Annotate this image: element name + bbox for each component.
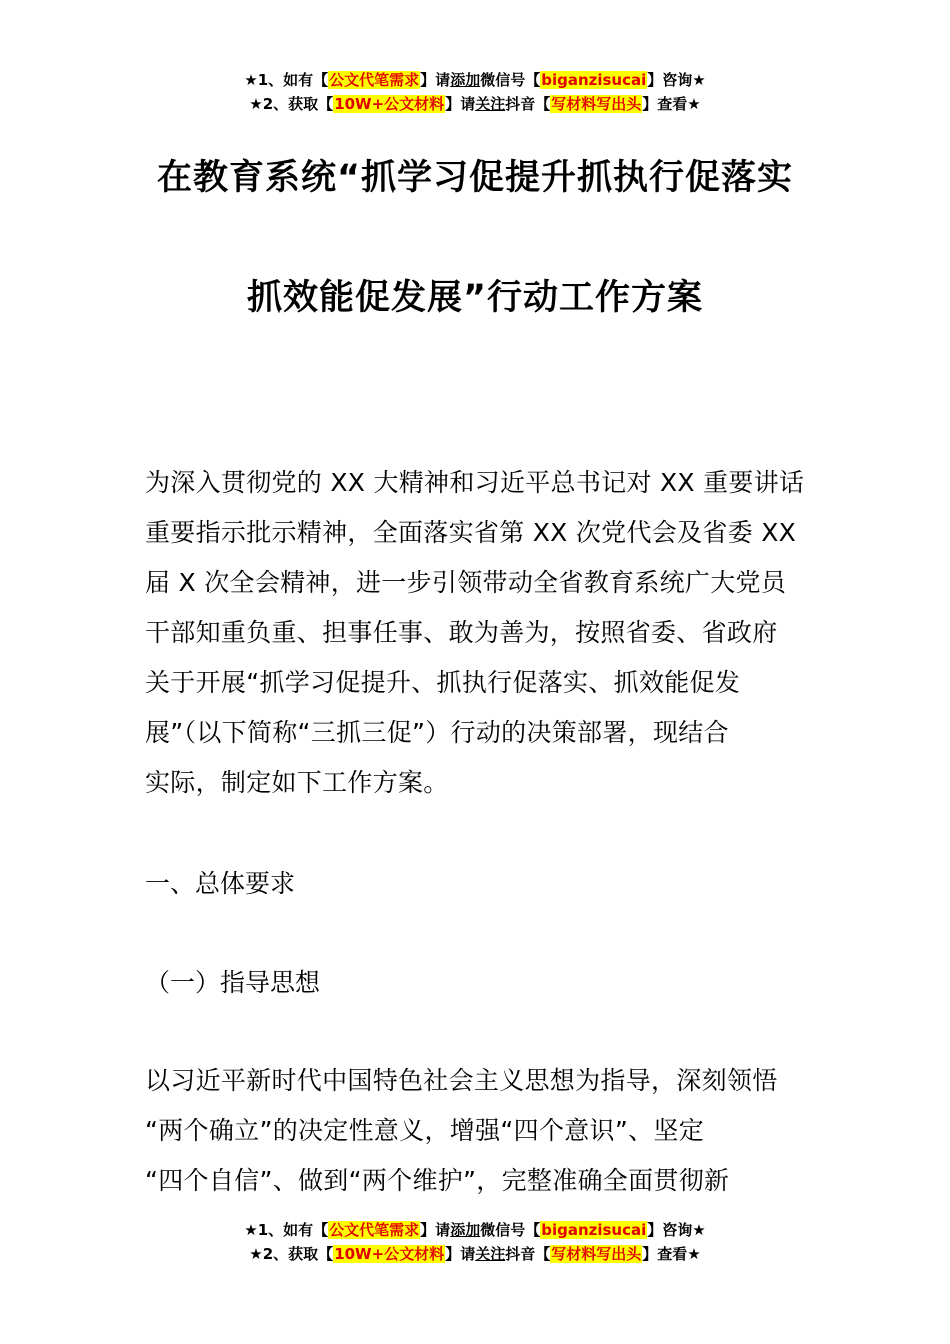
paragraph-line: 关于开展“抓学习促提升、抓执行促落实、抓效能促发 (145, 668, 741, 697)
highlight-materials: 10W+公文材料 (334, 1245, 445, 1263)
banner-line-2: ★2、获取【10W+公文材料】请关注抖音【写材料写出头】查看★ (249, 1245, 701, 1263)
paragraph-line: 为深入贯彻党的 XX 大精神和习近平总书记对 XX 重要讲话 (145, 468, 805, 497)
paragraph-line: “两个确立”的决定性意义，增强“四个意识”、坚定 (145, 1116, 705, 1145)
intro-paragraph (145, 458, 809, 808)
banner-line-1: ★1、如有【公文代笔需求】请添加微信号【biganzisucai】咨询★ (244, 1221, 706, 1239)
subsection-heading: （一）指导思想 (145, 968, 321, 997)
highlight-service: 公文代笔需求 (329, 1221, 420, 1239)
highlight-wechat-id: biganzisucai (541, 71, 647, 89)
highlight-douyin: 写材料写出头 (551, 1245, 642, 1263)
paragraph-line: 届 X 次全会精神，进一步引领带动全省教育系统广大党员 (145, 568, 787, 597)
highlight-service: 公文代笔需求 (329, 71, 420, 89)
highlight-douyin: 写材料写出头 (551, 95, 642, 113)
paragraph-line: 重要指示批示精神，全面落实省第 XX 次党代会及省委 XX (145, 518, 797, 547)
paragraph-line: 干部知重负重、担事任事、敢为善为，按照省委、省政府 (145, 618, 778, 647)
paragraph-line: “四个自信”、做到“两个维护”，完整准确全面贯彻新 (145, 1166, 730, 1195)
document-title-line-1: 在教育系统“抓学习促提升抓执行促落实 (156, 158, 793, 198)
guiding-paragraph (145, 1056, 809, 1206)
banner-line-1: ★1、如有【公文代笔需求】请添加微信号【biganzisucai】咨询★ (244, 71, 706, 89)
top-banner (0, 68, 950, 116)
highlight-materials: 10W+公文材料 (334, 95, 445, 113)
paragraph-line: 实际，制定如下工作方案。 (145, 768, 449, 797)
bottom-banner (0, 1218, 950, 1266)
highlight-wechat-id: biganzisucai (541, 1221, 647, 1239)
paragraph-line: 以习近平新时代中国特色社会主义思想为指导，深刻领悟 (145, 1066, 778, 1095)
paragraph-line: 展”（以下简称“三抓三促”）行动的决策部署，现结合 (145, 718, 729, 747)
section-heading: 一、总体要求 (145, 869, 296, 898)
document-title-line-2: 抓效能促发展”行动工作方案 (246, 278, 703, 318)
banner-line-2: ★2、获取【10W+公文材料】请关注抖音【写材料写出头】查看★ (249, 95, 701, 113)
